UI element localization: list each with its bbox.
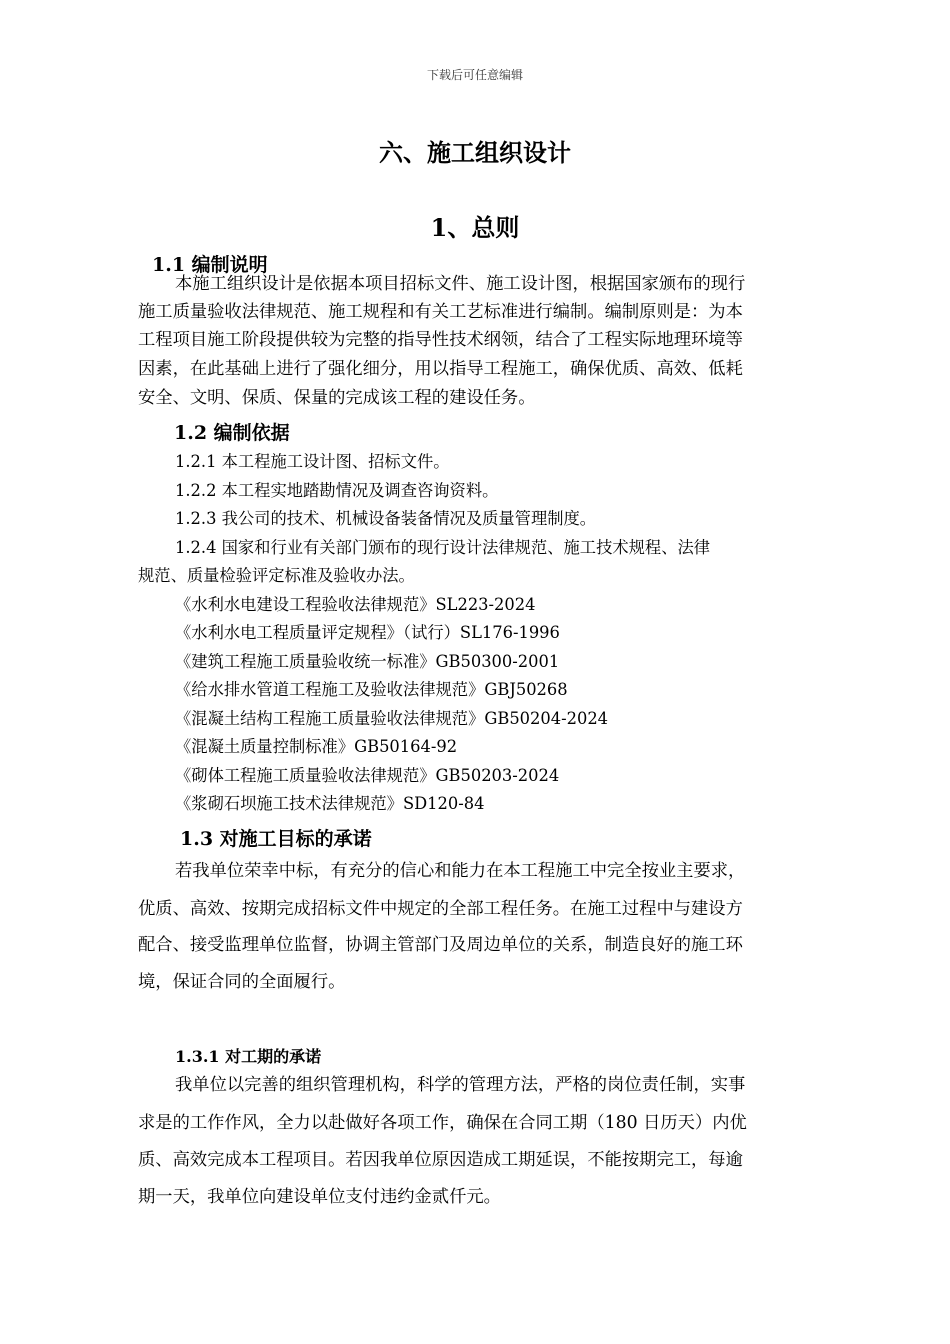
paragraph-line: 我单位以完善的组织管理机构，科学的管理方法，严格的岗位责任制，实事 [175, 1075, 746, 1095]
standard-item: 《混凝土结构工程施工质量验收法律规范》GB50204-2024 [175, 709, 609, 728]
standard-item: 《建筑工程施工质量验收统一标准》GB50300-2001 [175, 652, 560, 671]
paragraph-line: 质、高效完成本工程项目。若因我单位原因造成工期延误，不能按期完工，每逾 [138, 1150, 743, 1170]
paragraph-line: 工程项目施工阶段提供较为完整的指导性技术纲领，结合了工程实际地理环境等 [138, 330, 743, 350]
paragraph-line: 若我单位荣幸中标，有充分的信心和能力在本工程施工中完全按业主要求， [175, 861, 746, 881]
paragraph-line: 配合、接受监理单位监督，协调主管部门及周边单位的关系，制造良好的施工环 [138, 935, 743, 955]
standard-item: 《砌体工程施工质量验收法律规范》GB50203-2024 [175, 766, 560, 785]
paragraph-line: 优质、高效、按期完成招标文件中规定的全部工程任务。在施工过程中与建设方 [138, 899, 743, 919]
paragraph-line: 期一天，我单位向建设单位支付违约金贰仟元。 [138, 1187, 501, 1207]
list-item: 1.2.1 本工程施工设计图、招标文件。 [175, 452, 450, 471]
page-title: 六、施工组织设计 [379, 138, 571, 167]
list-item: 1.2.3 我公司的技术、机械设备装备情况及质量管理制度。 [175, 509, 597, 528]
paragraph-line: 安全、文明、保质、保量的完成该工程的建设任务。 [138, 388, 536, 408]
paragraph-line: 施工质量验收法律规范、施工规程和有关工艺标准进行编制。编制原则是：为本 [138, 302, 743, 322]
heading-1-2: 1.2 编制依据 [174, 422, 290, 444]
paragraph-line: 本施工组织设计是依据本项目招标文件、施工设计图，根据国家颁布的现行 [175, 274, 746, 294]
heading-1-3: 1.3 对施工目标的承诺 [180, 828, 372, 850]
paragraph-line: 求是的工作作风，全力以赴做好各项工作，确保在合同工期（180 日历天）内优 [138, 1113, 747, 1133]
heading-1-1: 1.1 编制说明 [152, 254, 268, 276]
paragraph-line: 因素，在此基础上进行了强化细分，用以指导工程施工，确保优质、高效、低耗 [138, 359, 743, 379]
list-item: 1.2.4 国家和行业有关部门颁布的现行设计法律规范、施工技术规程、法律 [175, 538, 711, 557]
section-heading-general: 1、总则 [430, 213, 520, 242]
standard-item: 《给水排水管道工程施工及验收法律规范》GBJ50268 [175, 680, 568, 699]
standard-item: 《水利水电工程质量评定规程》（试行）SL176-1996 [175, 623, 560, 642]
header-note: 下载后可任意编辑 [426, 68, 523, 82]
list-item: 1.2.2 本工程实地踏勘情况及调查咨询资料。 [175, 481, 499, 500]
list-item: 规范、质量检验评定标准及验收办法。 [138, 566, 415, 585]
paragraph-line: 境，保证合同的全面履行。 [138, 972, 346, 992]
heading-1-3-1: 1.3.1 对工期的承诺 [175, 1047, 322, 1066]
standard-item: 《混凝土质量控制标准》GB50164-92 [175, 737, 458, 756]
standard-item: 《水利水电建设工程验收法律规范》SL223-2024 [175, 595, 536, 614]
standard-item: 《浆砌石坝施工技术法律规范》SD120-84 [175, 794, 485, 813]
